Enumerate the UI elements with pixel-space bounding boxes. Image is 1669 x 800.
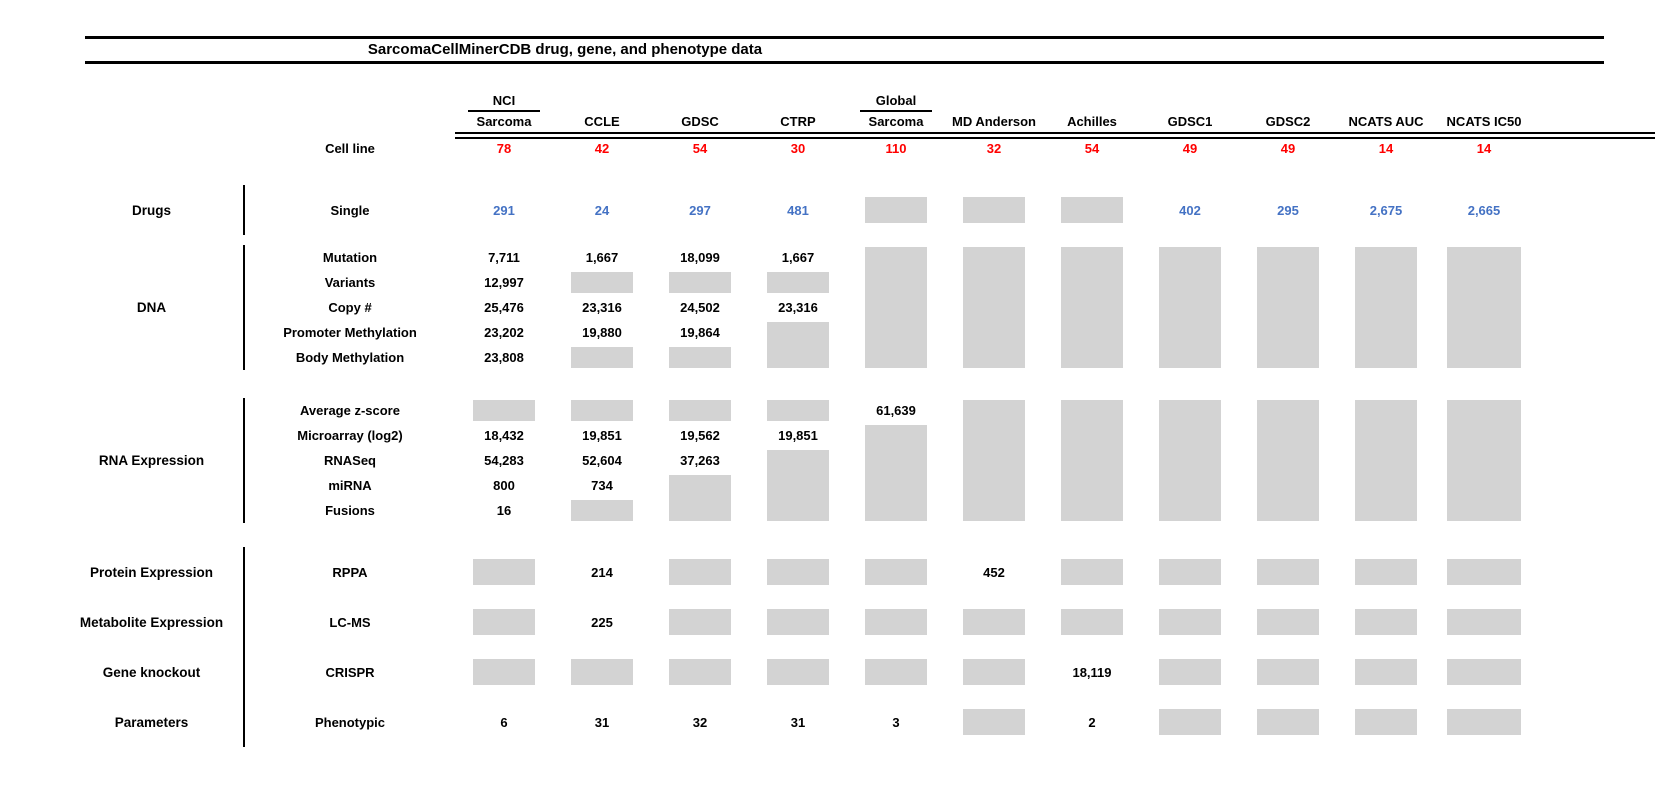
row-label-promoter-methylation: Promoter Methylation (283, 325, 417, 340)
missing-data-cell (749, 398, 847, 423)
missing-data-cell (651, 647, 749, 697)
missing-data-block (963, 197, 1025, 223)
section-protein-expression (60, 547, 1533, 597)
value-cell-parameters-phenotypic-col1: 31 (594, 714, 610, 730)
value-cell-drugs-single-col2: 297 (689, 202, 711, 218)
column-header-ncats-ic50 (1435, 114, 1533, 133)
column-header-nci-sarcoma (455, 93, 553, 133)
missing-data-block (669, 609, 731, 635)
row-label-crispr: CRISPR (325, 664, 375, 680)
missing-data-cell (749, 270, 847, 295)
cell-line-count: 30 (790, 140, 806, 156)
category-label-metabolite-expression: Metabolite Expression (60, 597, 245, 647)
missing-data-block (1355, 247, 1417, 368)
missing-data-cell (651, 345, 749, 370)
missing-data-cell (847, 185, 945, 235)
missing-data-block (865, 197, 927, 223)
category-label-protein-expression: Protein Expression (60, 547, 245, 597)
column-header-label: GDSC (681, 114, 719, 129)
column-header-label: Achilles (1067, 114, 1117, 129)
missing-data-block (669, 475, 731, 521)
missing-data-cell (1239, 647, 1337, 697)
section-rna-expression (60, 398, 1533, 523)
missing-data-block (865, 609, 927, 635)
missing-data-cell (1435, 697, 1533, 747)
value-cell-drugs-single-col1: 24 (594, 202, 610, 218)
category-label-parameters: Parameters (60, 697, 245, 747)
value-cell-rna-expression-microarray-log2-col2: 19,562 (680, 428, 720, 443)
column-header-label: Sarcoma (476, 114, 532, 129)
missing-data-block (571, 347, 633, 368)
value-cell-dna-copy-col2: 24,502 (680, 300, 720, 315)
row-label-microarray-log2: Microarray (log2) (297, 428, 403, 443)
missing-data-cell (1337, 547, 1435, 597)
header-underline (468, 110, 540, 112)
missing-data-block (669, 559, 731, 585)
missing-data-block (1257, 400, 1319, 521)
missing-data-cell (1141, 398, 1239, 523)
missing-data-block (1447, 659, 1521, 685)
column-header-gdsc (651, 114, 749, 133)
missing-data-block (767, 272, 829, 293)
column-header-global-sarcoma (847, 93, 945, 133)
missing-data-cell (1435, 597, 1533, 647)
row-label-variants: Variants (324, 275, 376, 290)
missing-data-cell (553, 270, 651, 295)
missing-data-cell (749, 320, 847, 370)
missing-data-block (1061, 559, 1123, 585)
section-gene-knockout (60, 647, 1533, 697)
section-drugs (60, 185, 1533, 235)
cell-line-count: 14 (1476, 140, 1492, 156)
missing-data-block (1447, 709, 1521, 735)
value-cell-drugs-single-col3: 481 (787, 202, 809, 218)
missing-data-block (1447, 400, 1521, 521)
missing-data-block (1159, 559, 1221, 585)
missing-data-cell (1239, 597, 1337, 647)
missing-data-block (963, 400, 1025, 521)
value-cell-dna-copy-col3: 23,316 (778, 300, 818, 315)
row-label-mirna: miRNA (328, 478, 372, 493)
missing-data-cell (749, 448, 847, 523)
missing-data-cell (749, 597, 847, 647)
missing-data-block (1159, 247, 1221, 368)
missing-data-cell (455, 647, 553, 697)
value-cell-dna-copy-col0: 25,476 (484, 300, 524, 315)
missing-data-cell (749, 547, 847, 597)
row-label-single: Single (330, 202, 370, 218)
missing-data-block (767, 322, 829, 368)
column-header-label: Sarcoma (868, 114, 924, 129)
missing-data-block (1355, 659, 1417, 685)
header-double-rule (455, 132, 1655, 139)
value-cell-dna-mutation-col3: 1,667 (781, 250, 815, 265)
value-cell-dna-mutation-col0: 7,711 (488, 250, 520, 265)
value-cell-drugs-single-col0: 291 (493, 202, 515, 218)
missing-data-block (1355, 609, 1417, 635)
row-label-lc-ms: LC-MS (329, 614, 371, 630)
missing-data-cell (847, 647, 945, 697)
missing-data-cell (1337, 647, 1435, 697)
missing-data-block (571, 400, 633, 421)
section-dna (60, 245, 1533, 370)
missing-data-cell (553, 498, 651, 523)
missing-data-cell (1043, 597, 1141, 647)
missing-data-block (669, 347, 731, 368)
missing-data-block (571, 659, 633, 685)
value-cell-dna-promoter-methylation-col1: 19,880 (582, 325, 622, 340)
missing-data-block (1355, 559, 1417, 585)
title-rule-bottom (85, 61, 1604, 64)
value-cell-drugs-single-col8: 295 (1277, 202, 1299, 218)
value-cell-dna-mutation-col2: 18,099 (680, 250, 720, 265)
column-header-achilles (1043, 114, 1141, 133)
value-cell-dna-body-methylation-col0: 23,808 (484, 350, 524, 365)
value-cell-rna-expression-rnaseq-col0: 54,283 (484, 453, 524, 468)
missing-data-cell (1043, 398, 1141, 523)
figure-title: SarcomaCellMinerCDB drug, gene, and phenotype data (367, 41, 763, 58)
missing-data-cell (1043, 245, 1141, 370)
missing-data-cell (1239, 398, 1337, 523)
row-label-body-methylation: Body Methylation (295, 350, 405, 365)
row-label-rppa: RPPA (332, 564, 368, 580)
missing-data-block (473, 659, 535, 685)
missing-data-block (571, 272, 633, 293)
missing-data-block (767, 659, 829, 685)
column-header-gdsc1 (1141, 114, 1239, 133)
value-cell-protein-expression-rppa-col1: 214 (591, 564, 613, 580)
value-cell-rna-expression-microarray-log2-col1: 19,851 (582, 428, 622, 443)
missing-data-block (1447, 247, 1521, 368)
value-cell-rna-expression-rnaseq-col2: 37,263 (680, 453, 720, 468)
value-cell-metabolite-expression-lc-ms-col1: 225 (591, 614, 613, 630)
value-cell-rna-expression-rnaseq-col1: 52,604 (582, 453, 622, 468)
missing-data-cell (651, 547, 749, 597)
column-header-top-label: NCI (492, 93, 516, 108)
missing-data-cell (1435, 647, 1533, 697)
missing-data-block (1257, 247, 1319, 368)
row-label-phenotypic: Phenotypic (314, 714, 386, 730)
cell-line-count: 54 (1084, 140, 1100, 156)
cell-line-label: Cell line (325, 140, 375, 156)
missing-data-block (865, 559, 927, 585)
missing-data-cell (553, 345, 651, 370)
category-label-rna-expression: RNA Expression (60, 398, 245, 523)
missing-data-cell (749, 647, 847, 697)
value-cell-drugs-single-col10: 2,665 (1467, 202, 1501, 218)
missing-data-block (963, 709, 1025, 735)
value-cell-drugs-single-col7: 402 (1179, 202, 1201, 218)
category-label-drugs: Drugs (60, 185, 245, 235)
missing-data-cell (455, 547, 553, 597)
missing-data-block (1447, 559, 1521, 585)
value-cell-drugs-single-col9: 2,675 (1369, 202, 1403, 218)
missing-data-cell (1043, 547, 1141, 597)
missing-data-block (767, 400, 829, 421)
value-cell-parameters-phenotypic-col3: 31 (790, 714, 806, 730)
missing-data-cell (651, 398, 749, 423)
missing-data-block (1061, 400, 1123, 521)
value-cell-gene-knockout-crispr-col6: 18,119 (1072, 664, 1112, 680)
missing-data-cell (847, 423, 945, 523)
missing-data-block (1257, 559, 1319, 585)
cell-line-count: 49 (1182, 140, 1198, 156)
missing-data-block (1355, 709, 1417, 735)
missing-data-block (669, 272, 731, 293)
missing-data-cell (945, 647, 1043, 697)
missing-data-cell (1141, 697, 1239, 747)
missing-data-block (1061, 609, 1123, 635)
column-header-label: GDSC2 (1265, 114, 1311, 129)
missing-data-block (1355, 400, 1417, 521)
missing-data-cell (553, 398, 651, 423)
missing-data-cell (945, 398, 1043, 523)
column-header-label: CCLE (584, 114, 620, 129)
value-cell-protein-expression-rppa-col5: 452 (983, 564, 1005, 580)
row-label-fusions: Fusions (325, 503, 375, 518)
column-header-label: NCATS IC50 (1446, 114, 1522, 129)
missing-data-cell (651, 473, 749, 523)
value-cell-rna-expression-fusions-col0: 16 (496, 503, 512, 518)
missing-data-cell (1239, 547, 1337, 597)
column-header-top-label: Global (875, 93, 917, 108)
value-cell-dna-promoter-methylation-col0: 23,202 (484, 325, 524, 340)
cell-line-count: 32 (986, 140, 1002, 156)
missing-data-cell (1337, 697, 1435, 747)
summary-table (60, 85, 1533, 747)
missing-data-cell (1141, 245, 1239, 370)
missing-data-cell (945, 697, 1043, 747)
table-sections (60, 185, 1533, 747)
cell-line-count: 54 (692, 140, 708, 156)
column-header-gdsc2 (1239, 114, 1337, 133)
cell-line-count: 78 (496, 140, 512, 156)
missing-data-block (1061, 197, 1123, 223)
row-label-average-z-score: Average z-score (300, 403, 400, 418)
missing-data-cell (1043, 185, 1141, 235)
missing-data-cell (553, 647, 651, 697)
missing-data-cell (455, 398, 553, 423)
value-cell-parameters-phenotypic-col4: 3 (892, 714, 900, 730)
missing-data-cell (651, 597, 749, 647)
column-header-label: CTRP (780, 114, 816, 129)
missing-data-cell (455, 597, 553, 647)
cell-line-count: 49 (1280, 140, 1296, 156)
missing-data-block (1159, 400, 1221, 521)
missing-data-cell (1239, 245, 1337, 370)
missing-data-cell (1239, 697, 1337, 747)
column-header-md-anderson (945, 114, 1043, 133)
missing-data-block (473, 400, 535, 421)
missing-data-block (1257, 659, 1319, 685)
column-header-ctrp (749, 114, 847, 133)
missing-data-block (963, 659, 1025, 685)
value-cell-rna-expression-mirna-col0: 800 (493, 478, 515, 493)
missing-data-cell (847, 547, 945, 597)
title-rule-top (85, 36, 1604, 39)
missing-data-cell (1337, 398, 1435, 523)
column-header-label: GDSC1 (1167, 114, 1213, 129)
missing-data-block (473, 559, 535, 585)
value-cell-rna-expression-average-z-score-col4: 61,639 (876, 403, 916, 418)
missing-data-block (1159, 659, 1221, 685)
missing-data-block (1257, 709, 1319, 735)
missing-data-block (1257, 609, 1319, 635)
cell-line-count: 110 (885, 140, 907, 156)
missing-data-block (767, 559, 829, 585)
missing-data-block (1159, 709, 1221, 735)
missing-data-cell (1337, 597, 1435, 647)
missing-data-cell (1141, 597, 1239, 647)
column-header-ccle (553, 114, 651, 133)
missing-data-block (865, 659, 927, 685)
missing-data-block (963, 247, 1025, 368)
missing-data-block (571, 500, 633, 521)
missing-data-cell (1435, 547, 1533, 597)
missing-data-cell (651, 270, 749, 295)
section-parameters (60, 697, 1533, 747)
missing-data-block (669, 400, 731, 421)
value-cell-dna-copy-col1: 23,316 (582, 300, 622, 315)
column-header-label: NCATS AUC (1348, 114, 1424, 129)
value-cell-rna-expression-microarray-log2-col0: 18,432 (484, 428, 524, 443)
value-cell-parameters-phenotypic-col6: 2 (1088, 714, 1096, 730)
missing-data-cell (1141, 647, 1239, 697)
missing-data-cell (847, 245, 945, 370)
missing-data-cell (1141, 547, 1239, 597)
header-underline (860, 110, 932, 112)
missing-data-cell (945, 245, 1043, 370)
row-label-mutation: Mutation (322, 250, 378, 265)
missing-data-block (865, 247, 927, 368)
value-cell-parameters-phenotypic-col2: 32 (692, 714, 708, 730)
missing-data-block (1159, 609, 1221, 635)
missing-data-block (767, 609, 829, 635)
missing-data-block (767, 450, 829, 521)
missing-data-block (865, 425, 927, 521)
column-header-ncats-auc (1337, 114, 1435, 133)
row-label-copy: Copy # (328, 300, 372, 315)
missing-data-block (963, 609, 1025, 635)
missing-data-cell (945, 185, 1043, 235)
value-cell-rna-expression-microarray-log2-col3: 19,851 (778, 428, 818, 443)
missing-data-block (1447, 609, 1521, 635)
missing-data-block (669, 659, 731, 685)
column-header-row (60, 85, 1533, 133)
missing-data-block (473, 609, 535, 635)
section-metabolite-expression (60, 597, 1533, 647)
category-label-gene-knockout: Gene knockout (60, 647, 245, 697)
missing-data-cell (1435, 398, 1533, 523)
category-label-dna: DNA (60, 245, 245, 370)
row-label-rnaseq: RNASeq (323, 453, 376, 468)
cell-line-count: 14 (1378, 140, 1394, 156)
missing-data-cell (1435, 245, 1533, 370)
cell-line-count: 42 (594, 140, 610, 156)
value-cell-dna-variants-col0: 12,997 (484, 275, 524, 290)
missing-data-cell (1337, 245, 1435, 370)
value-cell-rna-expression-mirna-col1: 734 (591, 478, 613, 493)
missing-data-cell (847, 597, 945, 647)
missing-data-block (1061, 247, 1123, 368)
value-cell-dna-promoter-methylation-col2: 19,864 (680, 325, 720, 340)
missing-data-cell (945, 597, 1043, 647)
value-cell-dna-mutation-col1: 1,667 (585, 250, 619, 265)
value-cell-parameters-phenotypic-col0: 6 (500, 714, 508, 730)
column-header-label: MD Anderson (951, 114, 1037, 129)
